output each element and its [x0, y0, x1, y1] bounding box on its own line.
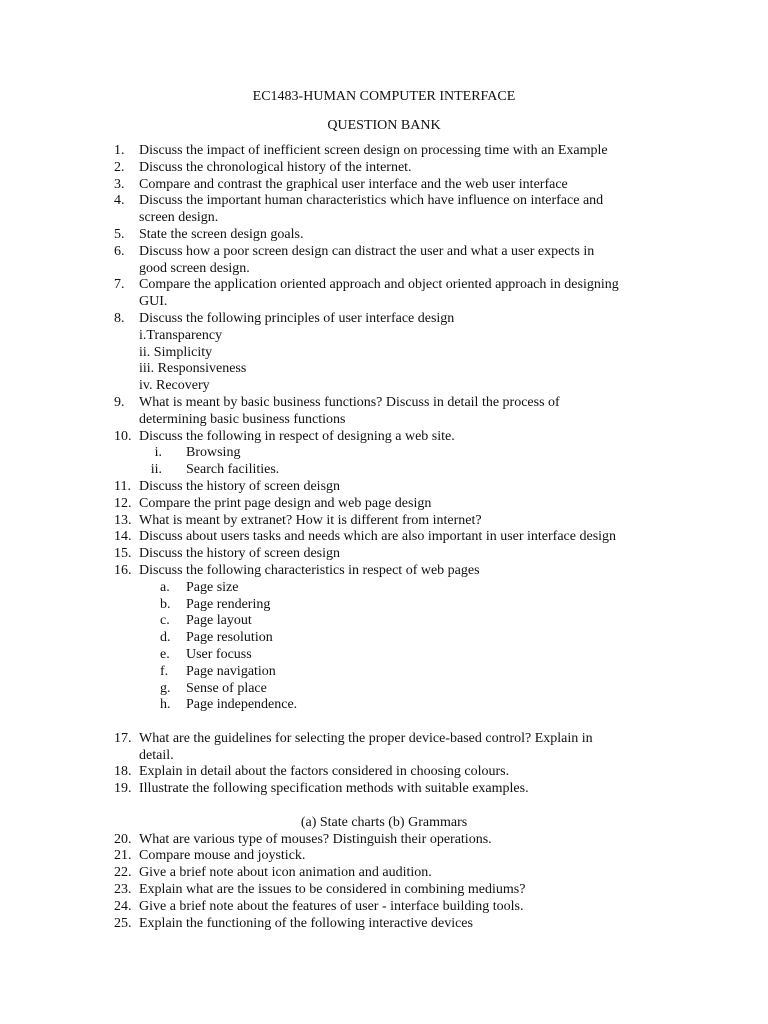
question-number: 4.	[114, 193, 125, 209]
question-continuation	[0, 261, 768, 278]
sub-item	[0, 681, 768, 698]
centered-sub-text: (a) State charts (b) Grammars	[300, 814, 468, 830]
sub-item	[0, 613, 768, 630]
sub-item-text: Search facilities.	[186, 462, 280, 478]
sub-item-text: Sense of place	[186, 680, 267, 696]
sub-item-text: Page rendering	[186, 596, 271, 612]
question-number: 13.	[114, 512, 132, 528]
sub-item	[0, 597, 768, 614]
question-continuation	[0, 748, 768, 765]
question-number: 14.	[114, 529, 132, 545]
question-number: 7.	[114, 277, 125, 293]
question-text: What are the guidelines for selecting the proper device-based control? Explain in	[139, 730, 593, 746]
question-text: Discuss the impact of inefficient screen design on processing time with an Example	[139, 143, 608, 158]
sub-item-text: i.Transparency	[139, 327, 223, 343]
question-text: good screen design.	[139, 260, 250, 276]
document-title: QUESTION BANK	[327, 118, 441, 133]
question-item	[0, 882, 768, 899]
question-text: Discuss about users tasks and needs which are also important in user interface design	[139, 529, 617, 545]
question-number: 3.	[114, 176, 125, 192]
question-item	[0, 899, 768, 916]
question-item	[0, 429, 768, 446]
sub-item	[0, 580, 768, 597]
question-text: Discuss the following principles of user interface design	[139, 310, 455, 326]
question-text: Compare the print page design and web page design	[139, 495, 432, 511]
question-number: 21.	[114, 848, 132, 864]
question-text: detail.	[139, 747, 174, 763]
question-item	[0, 731, 768, 748]
question-item	[0, 227, 768, 244]
question-number: 12.	[114, 495, 132, 511]
question-number: 22.	[114, 865, 132, 881]
question-text: Compare the application oriented approach and object oriented approach in designing	[139, 277, 619, 293]
question-item	[0, 832, 768, 849]
blank-line	[0, 798, 768, 815]
question-continuation	[0, 294, 768, 311]
question-text: Discuss the important human characteristics which have influence on interface and	[139, 193, 604, 209]
sub-item-marker: f.	[160, 663, 169, 679]
sub-item-text: iv. Recovery	[139, 378, 210, 394]
sub-item-marker: e.	[160, 646, 170, 662]
sub-item	[0, 345, 768, 362]
question-item	[0, 395, 768, 412]
question-item	[0, 496, 768, 513]
question-number: 10.	[114, 428, 132, 444]
question-number: 18.	[114, 764, 132, 780]
course-title: EC1483-HUMAN COMPUTER INTERFACE	[252, 89, 516, 104]
question-item	[0, 479, 768, 496]
question-number: 15.	[114, 546, 132, 562]
question-number: 19.	[114, 781, 132, 797]
sub-item-marker: b.	[160, 596, 171, 612]
sub-item	[0, 361, 768, 378]
question-text: What is meant by extranet? How it is different from internet?	[139, 512, 482, 528]
question-text: Compare mouse and joystick.	[139, 848, 306, 864]
question-text: Discuss the history of screen design	[139, 546, 341, 562]
sub-item-text: iii. Responsiveness	[139, 361, 247, 377]
question-number: 8.	[114, 310, 125, 326]
sub-item-marker: i.	[154, 445, 162, 461]
sub-item-marker: g.	[160, 680, 171, 696]
question-item	[0, 916, 768, 933]
sub-item-text: Page resolution	[186, 630, 273, 646]
sub-item-text: Page independence.	[186, 697, 298, 713]
question-text: Explain what are the issues to be considered in combining mediums?	[139, 882, 526, 898]
question-number: 24.	[114, 898, 132, 914]
question-item	[0, 311, 768, 328]
sub-item	[0, 664, 768, 681]
sub-item-text: User focuss	[186, 646, 252, 662]
question-text: Explain in detail about the factors considered in choosing colours.	[139, 764, 510, 780]
question-text: What are various type of mouses? Distinguish their operations.	[139, 831, 492, 847]
question-item	[0, 193, 768, 210]
question-item	[0, 781, 768, 798]
question-continuation	[0, 210, 768, 227]
question-text: Illustrate the following specification methods with suitable examples.	[139, 781, 529, 797]
question-number: 2.	[114, 159, 125, 175]
question-item	[0, 529, 768, 546]
question-text: What is meant by basic business functions? Discuss in detail the process of	[139, 394, 560, 410]
question-number: 9.	[114, 394, 125, 410]
question-text: screen design.	[139, 210, 219, 226]
sub-item	[0, 462, 768, 479]
sub-item-text: Page size	[186, 579, 239, 595]
question-text: determining basic business functions	[139, 411, 346, 427]
question-text: Give a brief note about the features of user - interface building tools.	[139, 898, 524, 914]
question-item	[0, 865, 768, 882]
sub-item-marker: ii.	[150, 462, 162, 478]
sub-item-text: Browsing	[186, 445, 241, 461]
question-text: Compare and contrast the graphical user interface and the web user interface	[139, 176, 568, 192]
question-number: 6.	[114, 243, 125, 259]
sub-item-marker: d.	[160, 630, 171, 646]
sub-item	[0, 630, 768, 647]
question-number: 20.	[114, 831, 132, 847]
question-text: State the screen design goals.	[139, 226, 304, 242]
blank-line	[0, 714, 768, 731]
sub-item	[0, 378, 768, 395]
question-text: GUI.	[139, 294, 168, 310]
question-item	[0, 513, 768, 530]
question-text: Discuss the following in respect of designing a web site.	[139, 428, 455, 444]
question-text: Explain the functioning of the following interactive devices	[139, 915, 473, 931]
question-list	[0, 143, 768, 932]
question-text: Discuss the history of screen deisgn	[139, 478, 341, 494]
question-item	[0, 563, 768, 580]
question-number: 17.	[114, 730, 132, 746]
question-text: Discuss the chronological history of the internet.	[139, 159, 412, 175]
question-item	[0, 177, 768, 194]
sub-item-marker: c.	[160, 613, 170, 629]
question-number: 5.	[114, 226, 125, 242]
question-item	[0, 160, 768, 177]
sub-item	[0, 697, 768, 714]
question-continuation	[0, 412, 768, 429]
question-number: 23.	[114, 882, 132, 898]
sub-item-text: Page navigation	[186, 663, 276, 679]
question-text: Give a brief note about icon animation and audition.	[139, 865, 432, 881]
question-text: Discuss how a poor screen design can distract the user and what a user expects in	[139, 243, 595, 259]
question-number: 16.	[114, 562, 132, 578]
sub-item-marker: h.	[160, 697, 171, 713]
question-item	[0, 764, 768, 781]
sub-item	[0, 647, 768, 664]
centered-sub-line	[0, 815, 768, 832]
sub-item-text: ii. Simplicity	[139, 344, 213, 360]
sub-item-marker: a.	[160, 579, 170, 595]
question-item	[0, 277, 768, 294]
sub-item	[0, 328, 768, 345]
question-item	[0, 546, 768, 563]
question-item	[0, 244, 768, 261]
sub-item-text: Page layout	[186, 613, 252, 629]
question-number: 1.	[114, 143, 125, 158]
question-item	[0, 848, 768, 865]
question-number: 25.	[114, 915, 132, 931]
question-number: 11.	[114, 478, 131, 494]
sub-item	[0, 445, 768, 462]
question-item	[0, 143, 768, 160]
question-text: Discuss the following characteristics in respect of web pages	[139, 562, 480, 578]
